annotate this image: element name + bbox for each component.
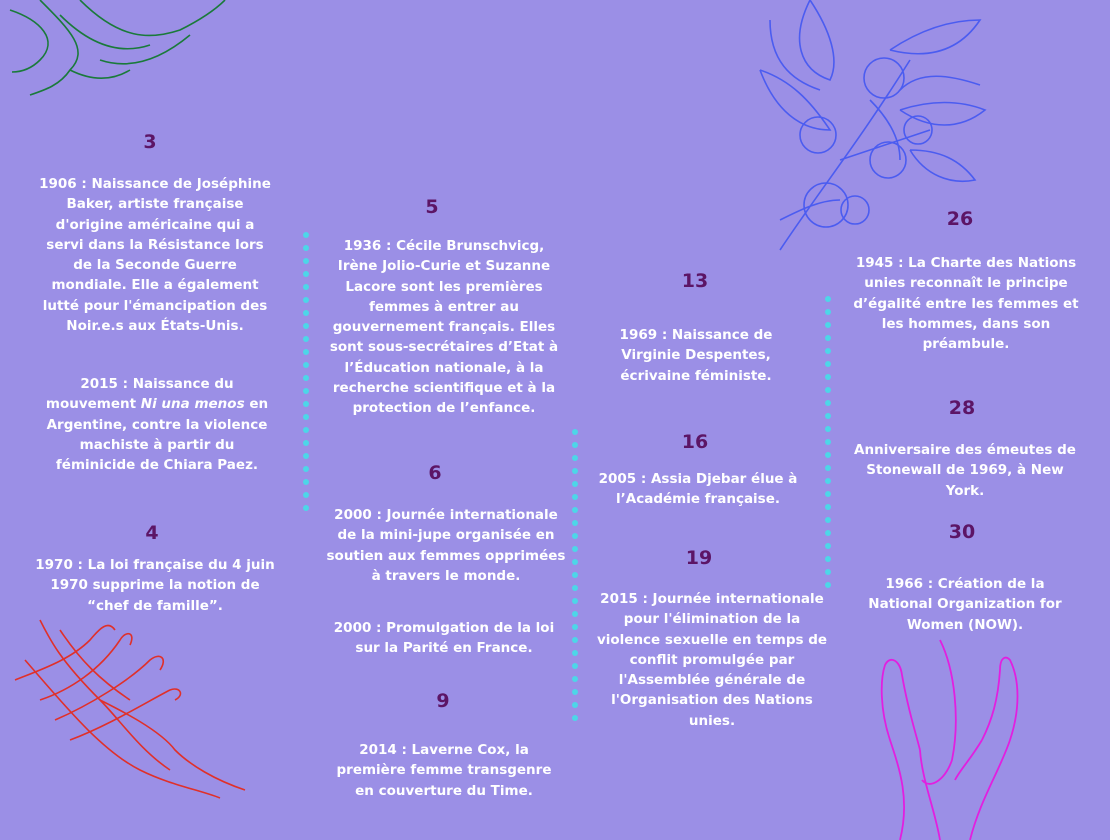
hand-line-art-red-icon (0, 600, 270, 820)
day-19: 19 (685, 547, 713, 569)
entry-1906: 1906 : Naissance de Joséphine Baker, artiste française d'origine américaine qui a servi dans la Résistance lors de la Seconde Guerre mondiale. Elle a également lutté pour l'émancipation des Noir.e.s aux États-Unis. (39, 176, 271, 335)
entry-2000-mini-jupe: 2000 : Journée internationale de la mini-jupe organisée en soutien aux femmes opprimées à travers le monde. (326, 507, 566, 584)
entry-1969: 1969 : Naissance de Virginie Despentes, écrivaine féministe. (619, 327, 773, 384)
entry-2015-ni-una-menos (38, 374, 276, 475)
entry-2015-violence: 2015 : Journée internationale pour l'élimination de la violence sexuelle en temps de conflit promulgée par l'Assemblée générale de l'Organisation des Nations unies. (596, 591, 828, 729)
hand-line-art-magenta-icon (860, 620, 1040, 840)
day-28: 28 (948, 397, 976, 419)
entry-1970: 1970 : La loi française du 4 juin 1970 supprime la notion de “chef de famille”. (35, 557, 275, 614)
entry-1936: 1936 : Cécile Brunschvicg, Irène Jolio-Curie et Suzanne Lacore sont les premières femmes à entrer au gouvernement français. Elles sont sous-secrétaires d’Etat à l’Éducation nationale, à la recherche scientifique et à la protection de l’enfance. (329, 238, 559, 417)
day-16: 16 (681, 431, 709, 453)
day-26: 26 (946, 208, 974, 230)
day-4: 4 (145, 522, 159, 544)
entry-1966: 1966 : Création de la National Organization for Women (NOW). (868, 576, 1062, 633)
dotted-separator-2 (571, 429, 579, 728)
day-30: 30 (948, 521, 976, 543)
day-13: 13 (681, 270, 709, 292)
entry-2015-post: en Argentine, contre la violence machiste à partir du féminicide de Chiara Paez. (46, 396, 269, 474)
entry-2015-movement: Ni una menos (140, 396, 245, 413)
entry-1945: 1945 : La Charte des Nations unies reconnaît le principe d’égalité entre les femmes et les hommes, dans son préambule. (853, 255, 1079, 353)
day-5: 5 (425, 196, 439, 218)
entry-2015-pre: 2015 : Naissance du mouvement (45, 376, 234, 413)
dotted-separator-1 (302, 232, 310, 518)
day-6: 6 (428, 462, 442, 484)
dotted-separator-3 (824, 296, 832, 595)
day-3: 3 (143, 131, 157, 153)
entry-2014: 2014 : Laverne Cox, la première femme transgenre en couverture du Time. (336, 742, 552, 799)
entry-2000-parite: 2000 : Promulgation de la loi sur la Parité en France. (333, 620, 555, 657)
entry-2005: 2005 : Assia Djebar élue à l’Académie française. (598, 471, 798, 508)
day-9: 9 (436, 690, 450, 712)
entry-stonewall: Anniversaire des émeutes de Stonewall de 1969, à New York. (854, 442, 1076, 499)
hand-line-art-green-icon (0, 0, 240, 100)
